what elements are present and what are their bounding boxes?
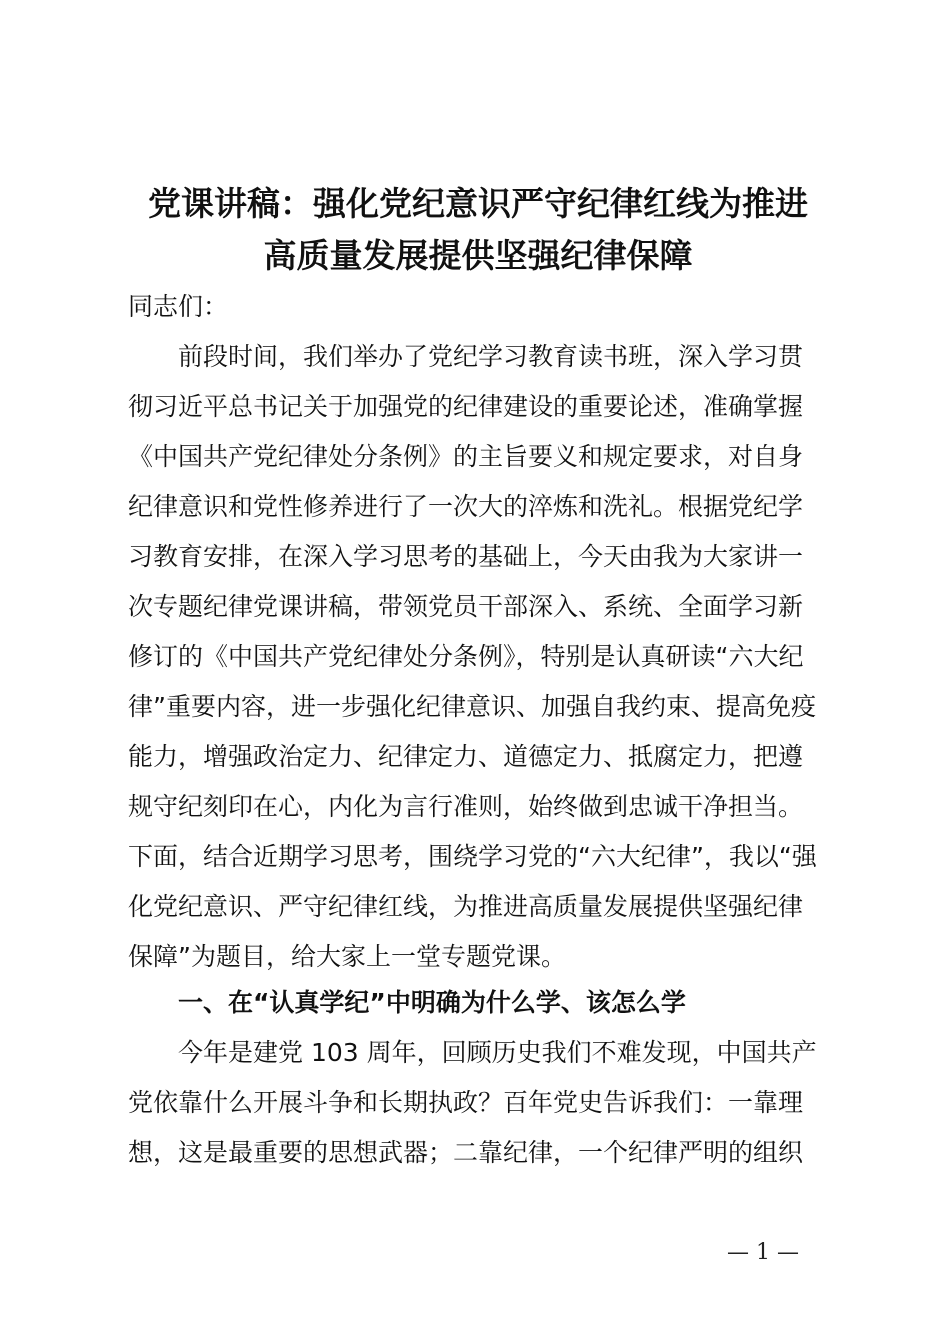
- paragraph-1-line: 习教育安排，在深入学习思考的基础上，今天由我为大家讲一: [128, 542, 804, 571]
- paragraph-1-line: 彻习近平总书记关于加强党的纪律建设的重要论述，准确掌握: [128, 392, 804, 421]
- paragraph-1-line: 次专题纪律党课讲稿，带领党员干部深入、系统、全面学习新: [128, 592, 804, 621]
- paragraph-1-line: 纪律意识和党性修养进行了一次大的淬炼和洗礼。根据党纪学: [128, 492, 804, 521]
- paragraph-1-line: 保障”为题目，给大家上一堂专题党课。: [128, 942, 566, 971]
- paragraph-2-line: 党依靠什么开展斗争和长期执政？百年党史告诉我们：一靠理: [128, 1088, 804, 1117]
- title-line-2: 高质量发展提供坚强纪律保障: [263, 236, 693, 275]
- paragraph-1-line: 律”重要内容，进一步强化纪律意识、加强自我约束、提高免疫: [128, 692, 816, 721]
- paragraph-1-line: 《中国共产党纪律处分条例》的主旨要义和规定要求，对自身: [128, 442, 804, 471]
- paragraph-2-line: 想，这是最重要的思想武器；二靠纪律，一个纪律严明的组织: [128, 1138, 804, 1167]
- paragraph-1-line: 规守纪刻印在心，内化为言行准则，始终做到忠诚干净担当。: [128, 792, 804, 821]
- paragraph-2-line: 今年是建党 103 周年，回顾历史我们不难发现，中国共产: [178, 1038, 817, 1067]
- paragraph-1-line: 化党纪意识、严守纪律红线，为推进高质量发展提供坚强纪律: [128, 892, 804, 921]
- section-1-heading: 一、在“认真学纪”中明确为什么学、该怎么学: [178, 988, 686, 1017]
- paragraph-1: [128, 332, 838, 982]
- paragraph-2: [128, 1028, 838, 1178]
- paragraph-1-line: 下面，结合近期学习思考，围绕学习党的“六大纪律”，我以“强: [128, 842, 817, 871]
- page-number: — 1 —: [727, 1240, 799, 1265]
- paragraph-1-line: 修订的《中国共产党纪律处分条例》，特别是认真研读“六大纪: [128, 642, 804, 671]
- paragraph-1-line: 前段时间，我们举办了党纪学习教育读书班，深入学习贯: [178, 342, 804, 371]
- salutation: 同志们：: [128, 292, 229, 321]
- paragraph-1-line: 能力，增强政治定力、纪律定力、道德定力、抵腐定力，把遵: [128, 742, 804, 771]
- title-line-1: 党课讲稿：强化党纪意识严守纪律红线为推进: [148, 184, 808, 223]
- document-title: [118, 178, 838, 282]
